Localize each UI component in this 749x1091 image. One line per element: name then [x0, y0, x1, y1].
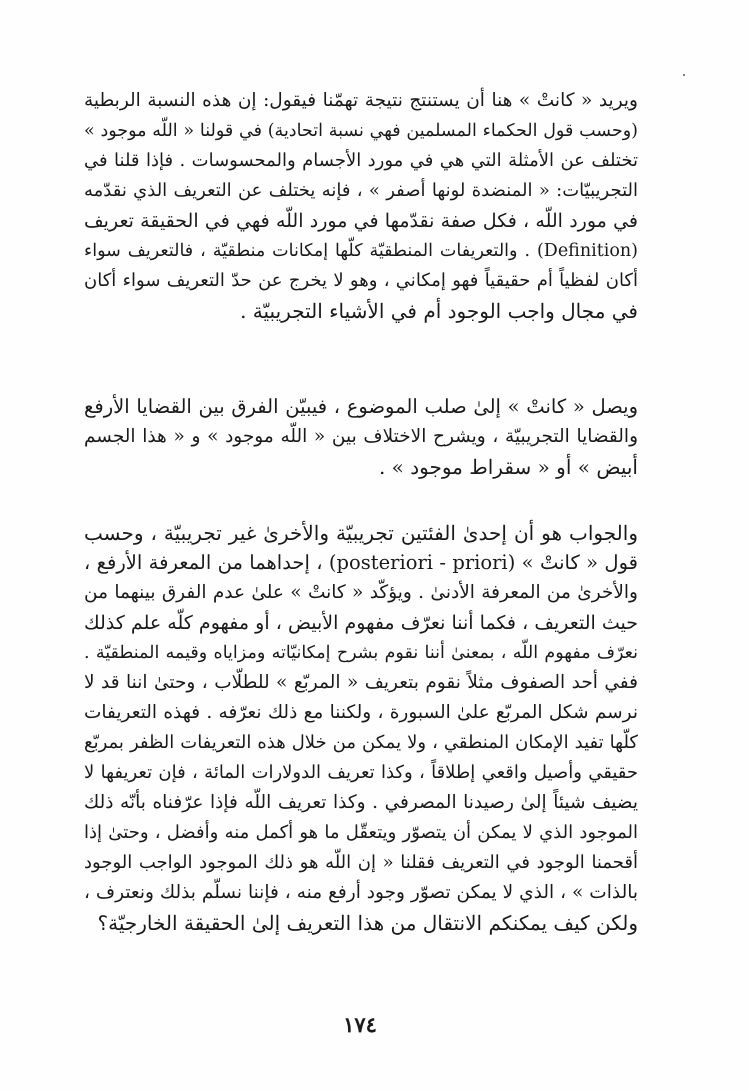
text-line: قول « كانتْ » (posteriori - priori) ، إحداهما من المعرفة الأرفع ،	[84, 551, 638, 574]
text-line: والقضايا التجريبيّة ، ويشرح الاختلاف بين « اللّه موجود » و « هذا الجسم	[84, 426, 638, 447]
text-line: أكان لفظياً أم حقيقياً فهو إمكاني ، وهو لا يخرج عن حدّ التعريف سواء أكان	[84, 270, 638, 291]
text-line: تختلف عن الأمثلة التي هي في مورد الأجسام والمحسوسات . فإذا قلنا في	[84, 150, 638, 171]
text-line: يضيف شيئاً إلىٰ رصيدنا المصرفي . وكذا تعريف اللّه فإذا عرّفناه بأنّه ذلك	[84, 792, 638, 813]
text-line: كلّها تفيد الإمكان المنطقي ، ولا يمكن من خلال هذه التعريفات الظفر بمربّع	[84, 732, 638, 753]
text-line: (وحسب قول الحكماء المسلمين فهي نسبة اتحادية) في قولنا « اللّه موجود »	[84, 121, 638, 141]
text-line: الموجود الذي لا يمكن أن يتصوّر ويتعقّل ما هو أكمل منه وأفضل ، وحتىٰ إذا	[84, 822, 638, 843]
text-line: في مورد اللّه ، فكل صفة نقدّمها في مورد اللّه فهي في الحقيقة تعريف	[84, 210, 638, 232]
text-line: والأخرىٰ من المعرفة الأدنىٰ . ويؤكّد « كانتْ » علىٰ عدم الفرق بينهما من	[84, 582, 638, 603]
text-line: أقحمنا الوجود في التعريف فقلنا « إن اللّه هو ذلك الموجود الواجب الوجود	[84, 852, 638, 873]
text-line: نعرّف مفهوم اللّه ، بمعنىٰ أننا نقوم بشرح إمكانيّاته ومزاياه وقيمه المنطقيّة .	[84, 643, 638, 663]
text-line: نرسم شكل المربّع علىٰ السبورة ، ولكننا مع ذلك نعرّفه . فهذه التعريفات	[84, 702, 638, 723]
text-line: أبيض » أو « سقراط موجود » .	[378, 455, 638, 479]
text-line: بالذات » ، الذي لا يمكن تصوّر وجود أرفع منه ، فإننا نسلّم بذلك ونعترف ،	[84, 882, 638, 903]
text-line: والجواب هو أن إحدىٰ الفئتين تجريبيّة والأخرىٰ غير تجريبيّة ، وحسب	[84, 521, 638, 545]
text-line: حيث التعريف ، فكما أننا نعرّف مفهوم الأبيض ، أو مفهوم كلّه علم كذلك	[84, 612, 638, 634]
paragraph-2	[84, 392, 638, 482]
text-line: ولكن كيف يمكنكم الانتقال من هذا التعريف إلىٰ الحقيقة الخارجيّة؟	[97, 911, 638, 935]
text-line: التجريبيّات: « المنضدة لونها أصفر » ، فإنه يختلف عن التعريف الذي نقدّمه	[84, 180, 638, 201]
text-line: حقيقي وأصيل واقعي إطلاقاً ، وكذا تعريف الدولارات المائة ، فإن تعريفها لا	[84, 762, 638, 783]
text-line: في مجال واجب الوجود أم في الأشياء التجريبيّة .	[240, 299, 638, 323]
text-line: ففي أحد الصفوف مثلاً نقوم بتعريف « المربّع » للطلّاب ، وحتىٰ اننا قد لا	[84, 672, 638, 693]
paragraph-1	[84, 86, 638, 326]
paragraph-3	[84, 518, 638, 938]
text-line: ويصل « كانتْ » إلىٰ صلب الموضوع ، فيبيّن الفرق بين القضايا الأرفع	[84, 395, 638, 418]
text-line: ويريد « كانتْ » هنا أن يستنتج نتيجة تهمّنا فيقول: إن هذه النسبة الربطية	[84, 90, 638, 111]
margin-mark	[683, 74, 685, 76]
text-line: (Definition) . والتعريفات المنطقيّة كلّها إمكانات منطقيّة ، فالتعريف سواء	[84, 241, 638, 261]
page-number: ١٧٤	[343, 1012, 377, 1037]
